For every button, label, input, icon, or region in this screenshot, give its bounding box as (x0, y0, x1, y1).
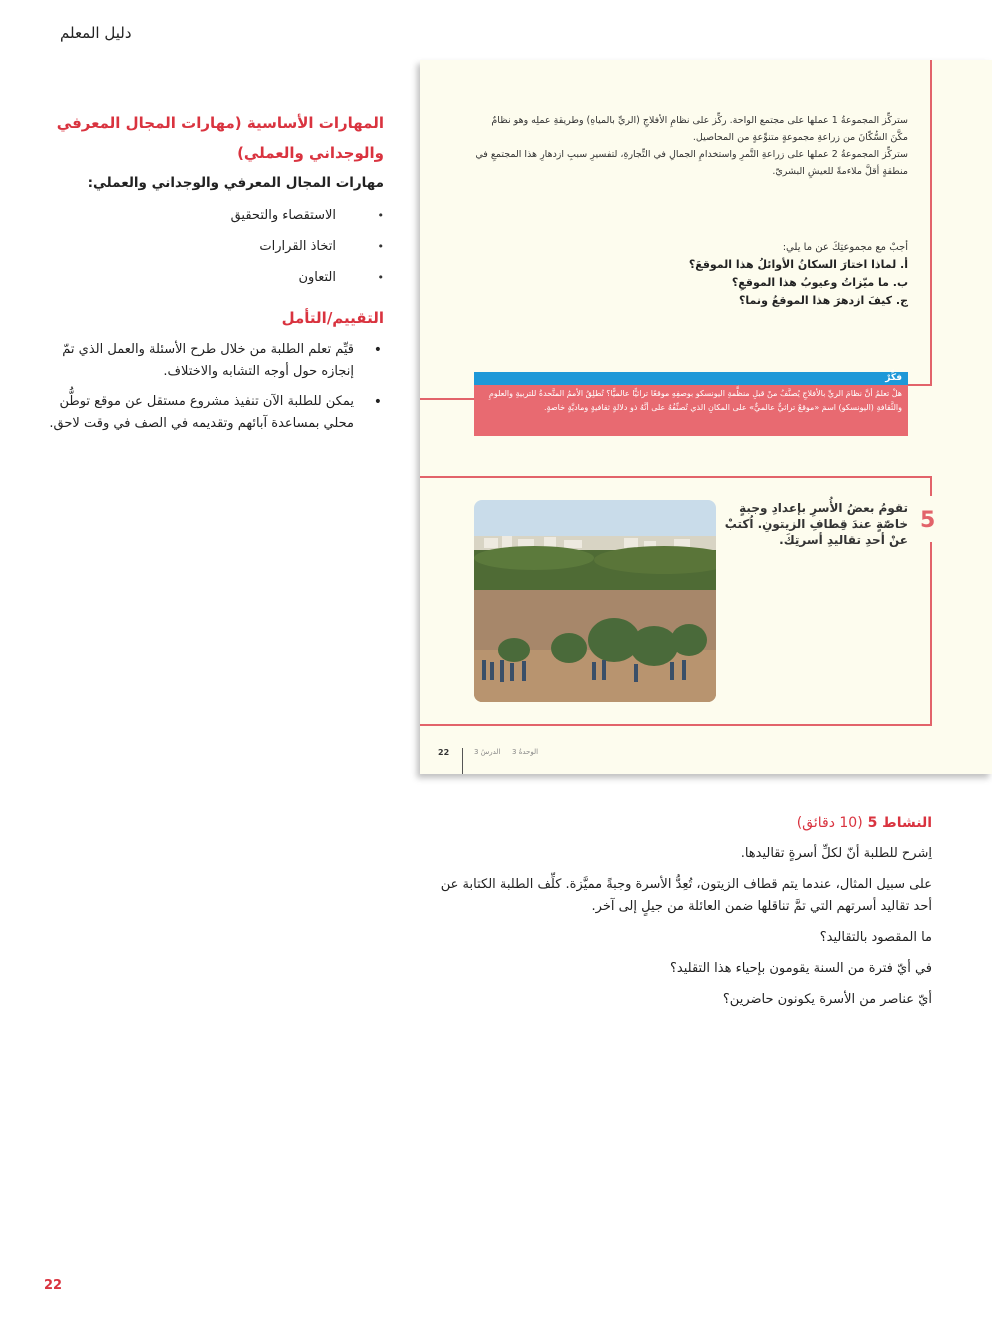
activity-prompt: تقومُ بعضُ الأُسرِ بإعدادِ وجبةٍ خاصّةٍ عندَ قِطافِ الزيتونِ. اُكتبْ عنْ أحدِ تقاليدِ أسرتِكَ. (724, 501, 908, 547)
question: ب. ما ميّزاتُ وعيوبُ هذا الموقعِ؟ (731, 276, 908, 289)
assessment-heading: التقييم/التأمل (281, 309, 384, 327)
think-box (474, 372, 908, 436)
olive-harvest-illustration (474, 500, 716, 702)
student-page-image (420, 60, 992, 774)
activity-duration: (10 دقائق) (796, 815, 863, 831)
assessment-list (40, 339, 384, 435)
activity-paragraph: اِشرح للطلبة أنّ لكلِّ أسرةٍ تقاليدها. (740, 846, 932, 861)
list-item: • قيِّم تعلم الطلبة من خلال طرح الأسئلة والعمل الذي تمّ إنجازه حول أوجه التشابه والاختلاف. (40, 339, 384, 383)
footer-divider (462, 748, 463, 774)
activity-heading (420, 812, 932, 834)
student-page-number: 22 (438, 748, 450, 757)
activity-question: أيّ عناصر من الأسرة يكونون حاضرين؟ (722, 992, 932, 1007)
group2-text: ستركِّز المجموعةُ 2 عملها على زراعةِ التَّمرِ واستخدامِ الجمالِ في التِّجارةِ، لتفسيرِ سببِ ازدهارِ هذا المجتمعِ في منطقةٍ أقلَّ ملاءمةً للعيشِ البشريّ. (475, 149, 908, 177)
list-item: • اتخاذ القرارات (40, 231, 384, 262)
question: أ. لماذا اختارَ السكانُ الأوائلُ هذا الموقعَ؟ (688, 258, 908, 271)
frame-line (930, 542, 932, 726)
footer-lesson: الدرسُ 3 (474, 748, 501, 756)
frame-line (930, 476, 932, 496)
ask-intro: أجبْ مع مجموعتِكَ عن ما يلي: (782, 242, 908, 253)
activity-section (420, 812, 932, 1011)
list-item: • يمكن للطلبة الآن تنفيذ مشروع مستقل عن موقع توطُّن محلي بمساعدة آبائهم وتقديمه في الصف في وقت لاحق. (40, 391, 384, 435)
think-label: فكِّرْ (474, 372, 908, 385)
frame-line (420, 724, 932, 726)
activity-question: في أيّ فترة من السنة يقومون بإحياء هذا التقليد؟ (670, 961, 932, 976)
frame-line (930, 60, 932, 386)
guide-title: دليل المعلم (60, 24, 132, 42)
activity-paragraph: على سبيل المثال، عندما يتم قطاف الزيتون، تُعِدُّ الأسرة وجبةً مميَّزة. كلِّف الطلبة الكتابة عن أحد تقاليد أسرتهم التي تمَّ تناقلها ضمن العائلة من جيلٍ إلى آخر. (440, 877, 932, 914)
group1-text: ستركِّز المجموعةُ 1 عملها على مجتمع الواحة. ركِّز على نظامِ الأفلاجِ (الريِّ بالمياهِ) وطريقةِ عملِه وهو نظامٌ مكَّنَ السُّكّانَ من زراعةِ مجموعةٍ متنوِّعةٍ من المحاصيل. (491, 115, 908, 143)
activity-question: ما المقصود بالتقاليد؟ (819, 930, 932, 945)
think-text: هلْ تعلمُ أنَّ نظامَ الريِّ بالأفلاجِ يُصنَّفُ منْ قبلِ منظَّمةِ اليونسكو بوصفِهِ موقعًا تراثيًّا عالميًّا؟ تُطلِقُ الأممُ المتَّحدةُ للتربيةِ والعلومِ والثَّقافةِ (اليونسكو) اسمَ «موقعٌ تراثيٌّ عالميٌّ» على المكانِ الذي تُصنِّفُهُ على أنَّهُ ذو دلالةٍ ثقافيةٍ وماديَّةٍ خاصةٍ. (488, 389, 902, 412)
teacher-notes (40, 108, 384, 443)
question: ج. كيفَ ازدهرَ هذا الموقعُ ونما؟ (739, 294, 908, 307)
activity-number: 5 (920, 508, 936, 533)
skills-list (40, 200, 384, 293)
activity-title: النشاط 5 (867, 815, 932, 831)
skills-subheading: مهارات المجال المعرفي والوجداني والعملي: (87, 175, 384, 191)
olive-harvest-photo (474, 500, 716, 702)
footer-unit: الوحدةُ 3 (512, 748, 539, 756)
discussion-questions (640, 240, 908, 310)
list-item: • التعاون (40, 262, 384, 293)
frame-line (908, 384, 932, 386)
skills-heading: المهارات الأساسية (مهارات المجال المعرفي والوجداني والعملي) (56, 114, 384, 162)
frame-line (420, 476, 930, 478)
frame-line (420, 398, 474, 400)
list-item: • الاستقصاء والتحقيق (40, 200, 384, 231)
page-number: 22 (44, 1278, 63, 1293)
group-instructions (472, 112, 908, 180)
